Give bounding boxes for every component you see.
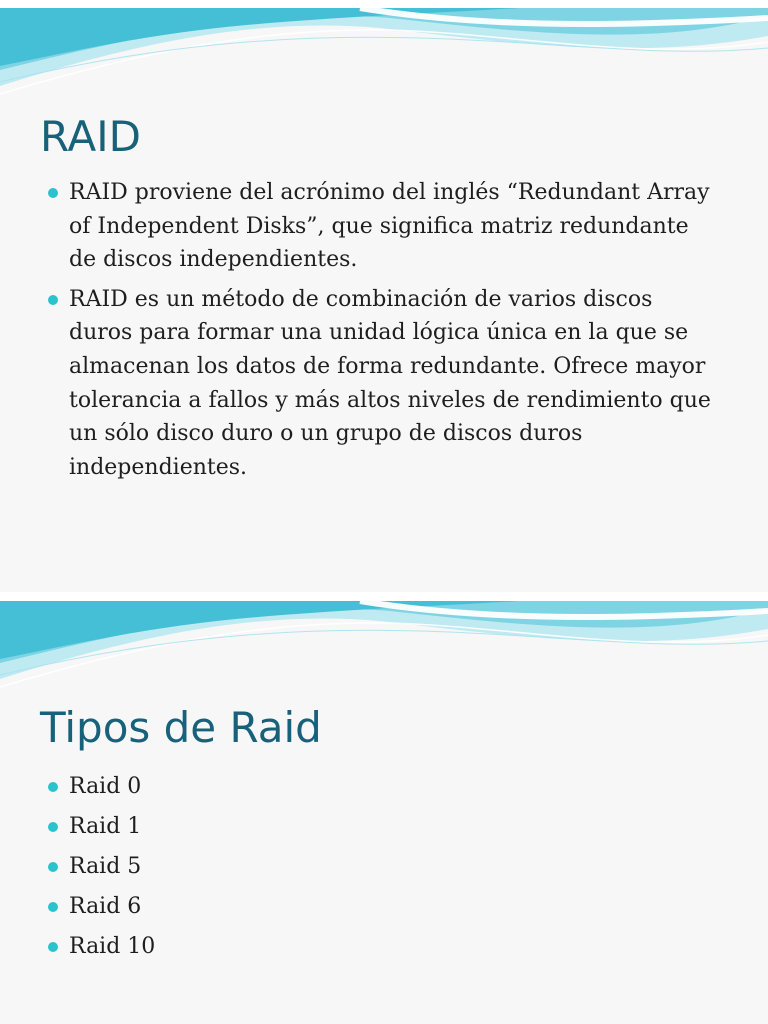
header-wave-decoration [0, 601, 768, 701]
bullet-icon [48, 862, 58, 872]
list-item [48, 847, 448, 887]
bullet-icon [48, 942, 58, 952]
bullet-text: Raid 6 [69, 894, 142, 919]
list-item [48, 176, 716, 277]
slide-title: RAID [40, 112, 141, 161]
bullet-icon [48, 188, 58, 198]
bullet-list [48, 176, 716, 484]
header-wave-decoration [0, 8, 768, 108]
list-item [48, 887, 448, 927]
list-item [48, 283, 716, 485]
list-item [48, 767, 448, 807]
bullet-text: Raid 5 [69, 854, 142, 879]
bullet-icon [48, 295, 58, 305]
bullet-text: Raid 10 [69, 934, 156, 959]
list-item [48, 927, 448, 967]
bullet-text: Raid 1 [69, 814, 142, 839]
slide-raid [0, 8, 768, 592]
slide-tipos-de-raid [0, 601, 768, 1024]
bullet-text: Raid 0 [69, 774, 142, 799]
list-item [48, 807, 448, 847]
slide-title: Tipos de Raid [40, 703, 322, 752]
bullet-text: RAID proviene del acrónimo del inglés “Redundant Array of Independent Disks”, que significa matriz redundante de discos independientes. [69, 180, 710, 273]
bullet-icon [48, 902, 58, 912]
bullet-icon [48, 782, 58, 792]
bullet-icon [48, 822, 58, 832]
bullet-list [48, 767, 448, 967]
bullet-text: RAID es un método de combinación de varios discos duros para formar una unidad lógica única en la que se almacenan los datos de forma redundante. Ofrece mayor tolerancia a fallos y más altos niveles de rendimiento que un sólo disco duro o un grupo de discos duros independientes. [69, 286, 711, 480]
